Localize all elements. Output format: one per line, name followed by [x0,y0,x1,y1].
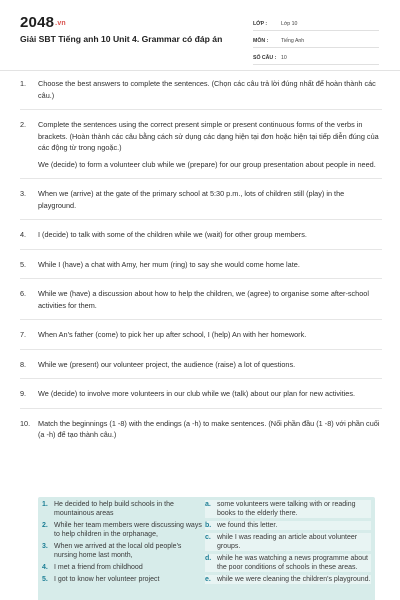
logo-tld: .vn [55,19,66,27]
question-text: Complete the sentences using the correct present simple or present continuous forms of the verbs in brackets. (Hoàn thành các câu bằng cách sử dụng các dạng hiện tại đơn hoặc hiện tại tiếp diễn đúng của các động từ trong ngoặc.) [38,120,379,152]
match-text: we found this letter. [217,522,278,529]
question-number: 1. [20,79,27,88]
match-ending-item [205,575,371,584]
match-text: some volunteers were talking with or reading books to the elderly there. [217,501,356,517]
question-item [20,229,382,241]
question-number: 10. [20,418,31,428]
question-text: Choose the best answers to complete the sentences. (Chọn các câu trả lời đúng nhất để hoàn thành các câu.) [38,79,376,100]
match-beginning-item [42,542,204,560]
question-number: 4. [20,230,27,239]
match-text: while I was reading an article about volunteer groups. [217,534,358,550]
question-item [20,78,382,101]
match-number: 5. [42,576,48,583]
match-ending-item [205,554,371,572]
question-text: When An's father (come) to pick her up after school, I (help) An with her homework. [38,330,307,339]
meta-value: 10 [281,54,287,61]
question-number: 3. [20,189,27,198]
question-text: We (decide) to involve more volunteers in our club while we (talk) about our plan for new activities. [38,389,356,398]
match-beginning-item [42,500,204,518]
match-text: While her team members were discussing ways to help children in the orphanage, [54,522,202,538]
meta-key: MÔN : [253,37,269,44]
match-number: 4. [42,564,48,571]
divider [20,278,382,279]
question-text: While I (have) a chat with Amy, her mum (ring) to say she would come home late. [38,259,300,269]
question-item [20,119,382,170]
matching-table [38,497,375,600]
question-text: While we (present) our volunteer project, the audience (raise) a lot of questions. [38,359,296,369]
match-beginning-item [42,521,204,539]
matching-endings [205,497,371,586]
meta-row-subject [253,35,379,48]
question-item [20,259,382,271]
divider [20,408,382,409]
match-text: He decided to help build schools in the mountainous areas [54,501,174,517]
divider [20,349,382,350]
meta-value: Lớp 10 [281,20,298,27]
meta-key: SỐ CÂU : [253,54,277,61]
question-text: When we (arrive) at the gate of the primary school at 5:30 p.m., lots of children still (play) in the playground. [38,189,345,210]
match-ending-item [205,500,371,518]
question-item [20,359,382,371]
match-text: When we arrived at the local old people's nursing home last month, [54,543,182,559]
question-number: 2. [20,120,27,129]
match-letter: a. [205,501,211,508]
question-number: 9. [20,389,27,398]
match-text: while he was watching a news programme about the poor conditions of schools in these areas. [217,555,368,571]
match-beginning-item [42,563,204,572]
match-number: 1. [42,501,48,508]
question-list [20,78,382,441]
question-number: 5. [20,259,27,269]
logo-text: 2048 [20,14,55,31]
match-text: I met a friend from childhood [54,564,143,571]
page-title: Giải SBT Tiếng anh 10 Unit 4. Grammar có đáp án [20,34,223,44]
matching-beginnings [42,497,204,586]
question-number: 8. [20,359,27,369]
divider [20,178,382,179]
match-letter: b. [205,522,212,529]
question-text: While we (have) a discussion about how to help the children, we (agree) to organise some after-school activities for them. [38,289,369,310]
question-text: Match the beginnings (1 -8) with the endings (a -h) to make sentences. (Nối phần đầu (1 -8) với phần cuối (a -h) để tạo thành câu.) [38,418,380,439]
meta-key: LỚP : [253,20,268,27]
match-letter: d. [205,555,212,562]
match-ending-item [205,521,371,530]
meta-value: Tiếng Anh [281,37,305,44]
match-text: I got to know her volunteer project [54,576,160,583]
match-number: 2. [42,522,48,529]
meta-row-class [253,18,379,31]
divider [20,319,382,320]
meta-row-count [253,52,379,65]
match-ending-item [205,533,371,551]
page-header [0,0,400,64]
question-item [20,188,382,211]
divider [20,378,382,379]
divider [20,249,382,250]
site-logo[interactable] [20,14,66,31]
header-divider [0,70,400,71]
question-text: I (decide) to talk with some of the children while we (wait) for other group members. [38,230,307,239]
match-letter: e. [205,576,211,583]
match-number: 3. [42,543,48,550]
meta-box [253,18,379,69]
question-item [20,388,382,400]
question-number: 6. [20,289,27,298]
divider [20,109,382,110]
match-text: while we were cleaning the children's playground. [217,576,371,583]
divider [20,219,382,220]
question-number: 7. [20,330,27,339]
question-item [20,288,382,311]
match-letter: c. [205,534,211,541]
question-item [20,329,382,341]
question-item [20,418,382,441]
match-beginning-item [42,575,204,584]
question-subtext: We (decide) to form a volunteer club while we (prepare) for our group presentation about people in need. [38,159,376,169]
